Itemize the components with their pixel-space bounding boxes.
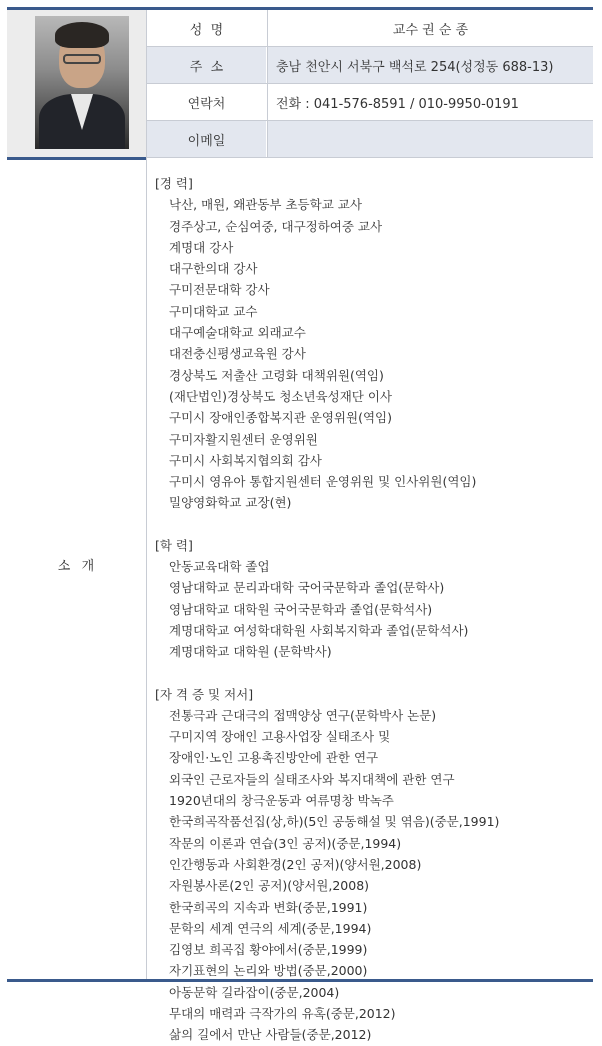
address-value: 충남 천안시 서북구 백석로 254(성정동 688-13) [267,47,593,83]
photo-divider [7,157,146,160]
profile-photo [35,16,129,149]
career-item: 계명대 강사 [169,239,234,255]
works-item: 인간행동과 사회환경(2인 공저)(양서원,2008) [169,856,422,872]
intro-label: 소 개 [57,559,96,574]
works-item: 무대의 매력과 극작가의 유혹(중문,2012) [169,1005,396,1021]
works-item: 전통극과 근대극의 접맥양상 연구(문학박사 논문) [169,707,437,723]
career-item: 경상북도 저출산 고령화 대책위원(역임) [169,367,384,383]
photo-cell [7,10,146,157]
contact-label: 연락처 [187,96,226,112]
career-item: 구미시 사회복지협의회 감사 [169,452,322,468]
address-row [147,47,593,84]
works-item: 김영보 희곡집 황야에서(중문,1999) [169,942,368,958]
intro-content [155,173,595,1046]
education-list [155,556,595,662]
career-title: [경 력] [155,176,193,191]
education-item: 영남대학교 대학원 국어국문학과 졸업(문학석사) [169,601,433,617]
works-title: [자 격 증 및 저서] [155,686,254,702]
works-item: 아동문학 길라잡이(중문,2004) [169,984,340,1000]
email-value [267,121,593,157]
works-item: 삶의 길에서 만난 사람들(중문,2012) [169,1027,372,1043]
email-label: 이메일 [147,121,266,157]
works-item: 한국희곡작품선집(상,하)(5인 공동해설 및 엮음)(중문,1991) [169,814,500,830]
career-item: 밀양영화학교 교장(현) [169,495,292,511]
education-item: 영남대학교 문리과대학 국어국문학과 졸업(문학사) [169,580,445,596]
education-item: 안동교육대학 졸업 [169,559,270,575]
career-item: 구미시 영유아 통합지원센터 운영위원 및 인사위원(역임) [169,474,477,490]
education-title: [학 력] [155,537,193,553]
contact-value: 전화 : 041-576-8591 / 010-9950-0191 [267,84,593,120]
works-list [155,705,595,1046]
works-item: 1920년대의 창극운동과 여류명창 박녹주 [169,793,394,809]
works-item: 장애인·노인 고용촉진방안에 관한 연구 [169,750,379,766]
career-item: 구미시 장애인종합복지관 운영위원(역임) [169,410,392,426]
works-item: 자원봉사론(2인 공저)(양서원,2008) [169,878,370,894]
career-item: (재단법인)경상북도 청소년육성재단 이사 [169,388,392,404]
career-item: 대전충신평생교육원 강사 [169,346,306,362]
career-item: 대구예술대학교 외래교수 [169,325,306,341]
career-item: 대구한의대 강사 [169,261,258,277]
name-row [147,10,593,47]
education-item: 계명대학교 대학원 (문학박사) [169,644,332,660]
career-item: 구미자활지원센터 운영위원 [169,431,318,447]
works-item: 작문의 이론과 연습(3인 공저)(중문,1994) [169,835,402,851]
works-item: 한국희곡의 지속과 변화(중문,1991) [169,899,368,915]
career-item: 낙산, 매원, 왜관동부 초등학교 교사 [169,197,362,213]
works-item: 외국인 근로자들의 실태조사와 복지대책에 관한 연구 [169,771,455,787]
education-item: 계명대학교 여성학대학원 사회복지학과 졸업(문학석사) [169,622,469,638]
works-item: 자기표현의 논리와 방법(중문,2000) [169,963,368,979]
career-list [155,194,595,513]
works-item: 문학의 세계 연극의 세계(중문,1994) [169,920,372,936]
career-item: 구미대학교 교수 [169,303,258,319]
career-item: 구미전문대학 강사 [169,282,270,298]
contact-row [147,84,593,121]
name-label: 성 명 [189,22,224,38]
works-item: 구미지역 장애인 고용사업장 실태조사 및 [169,729,391,745]
career-item: 경주상고, 순심여중, 대구정하여중 교사 [169,218,383,234]
email-row [147,121,593,158]
bottom-divider [7,979,593,982]
address-label: 주 소 [147,47,266,83]
name-value: 교수 권 순 종 [267,10,593,46]
